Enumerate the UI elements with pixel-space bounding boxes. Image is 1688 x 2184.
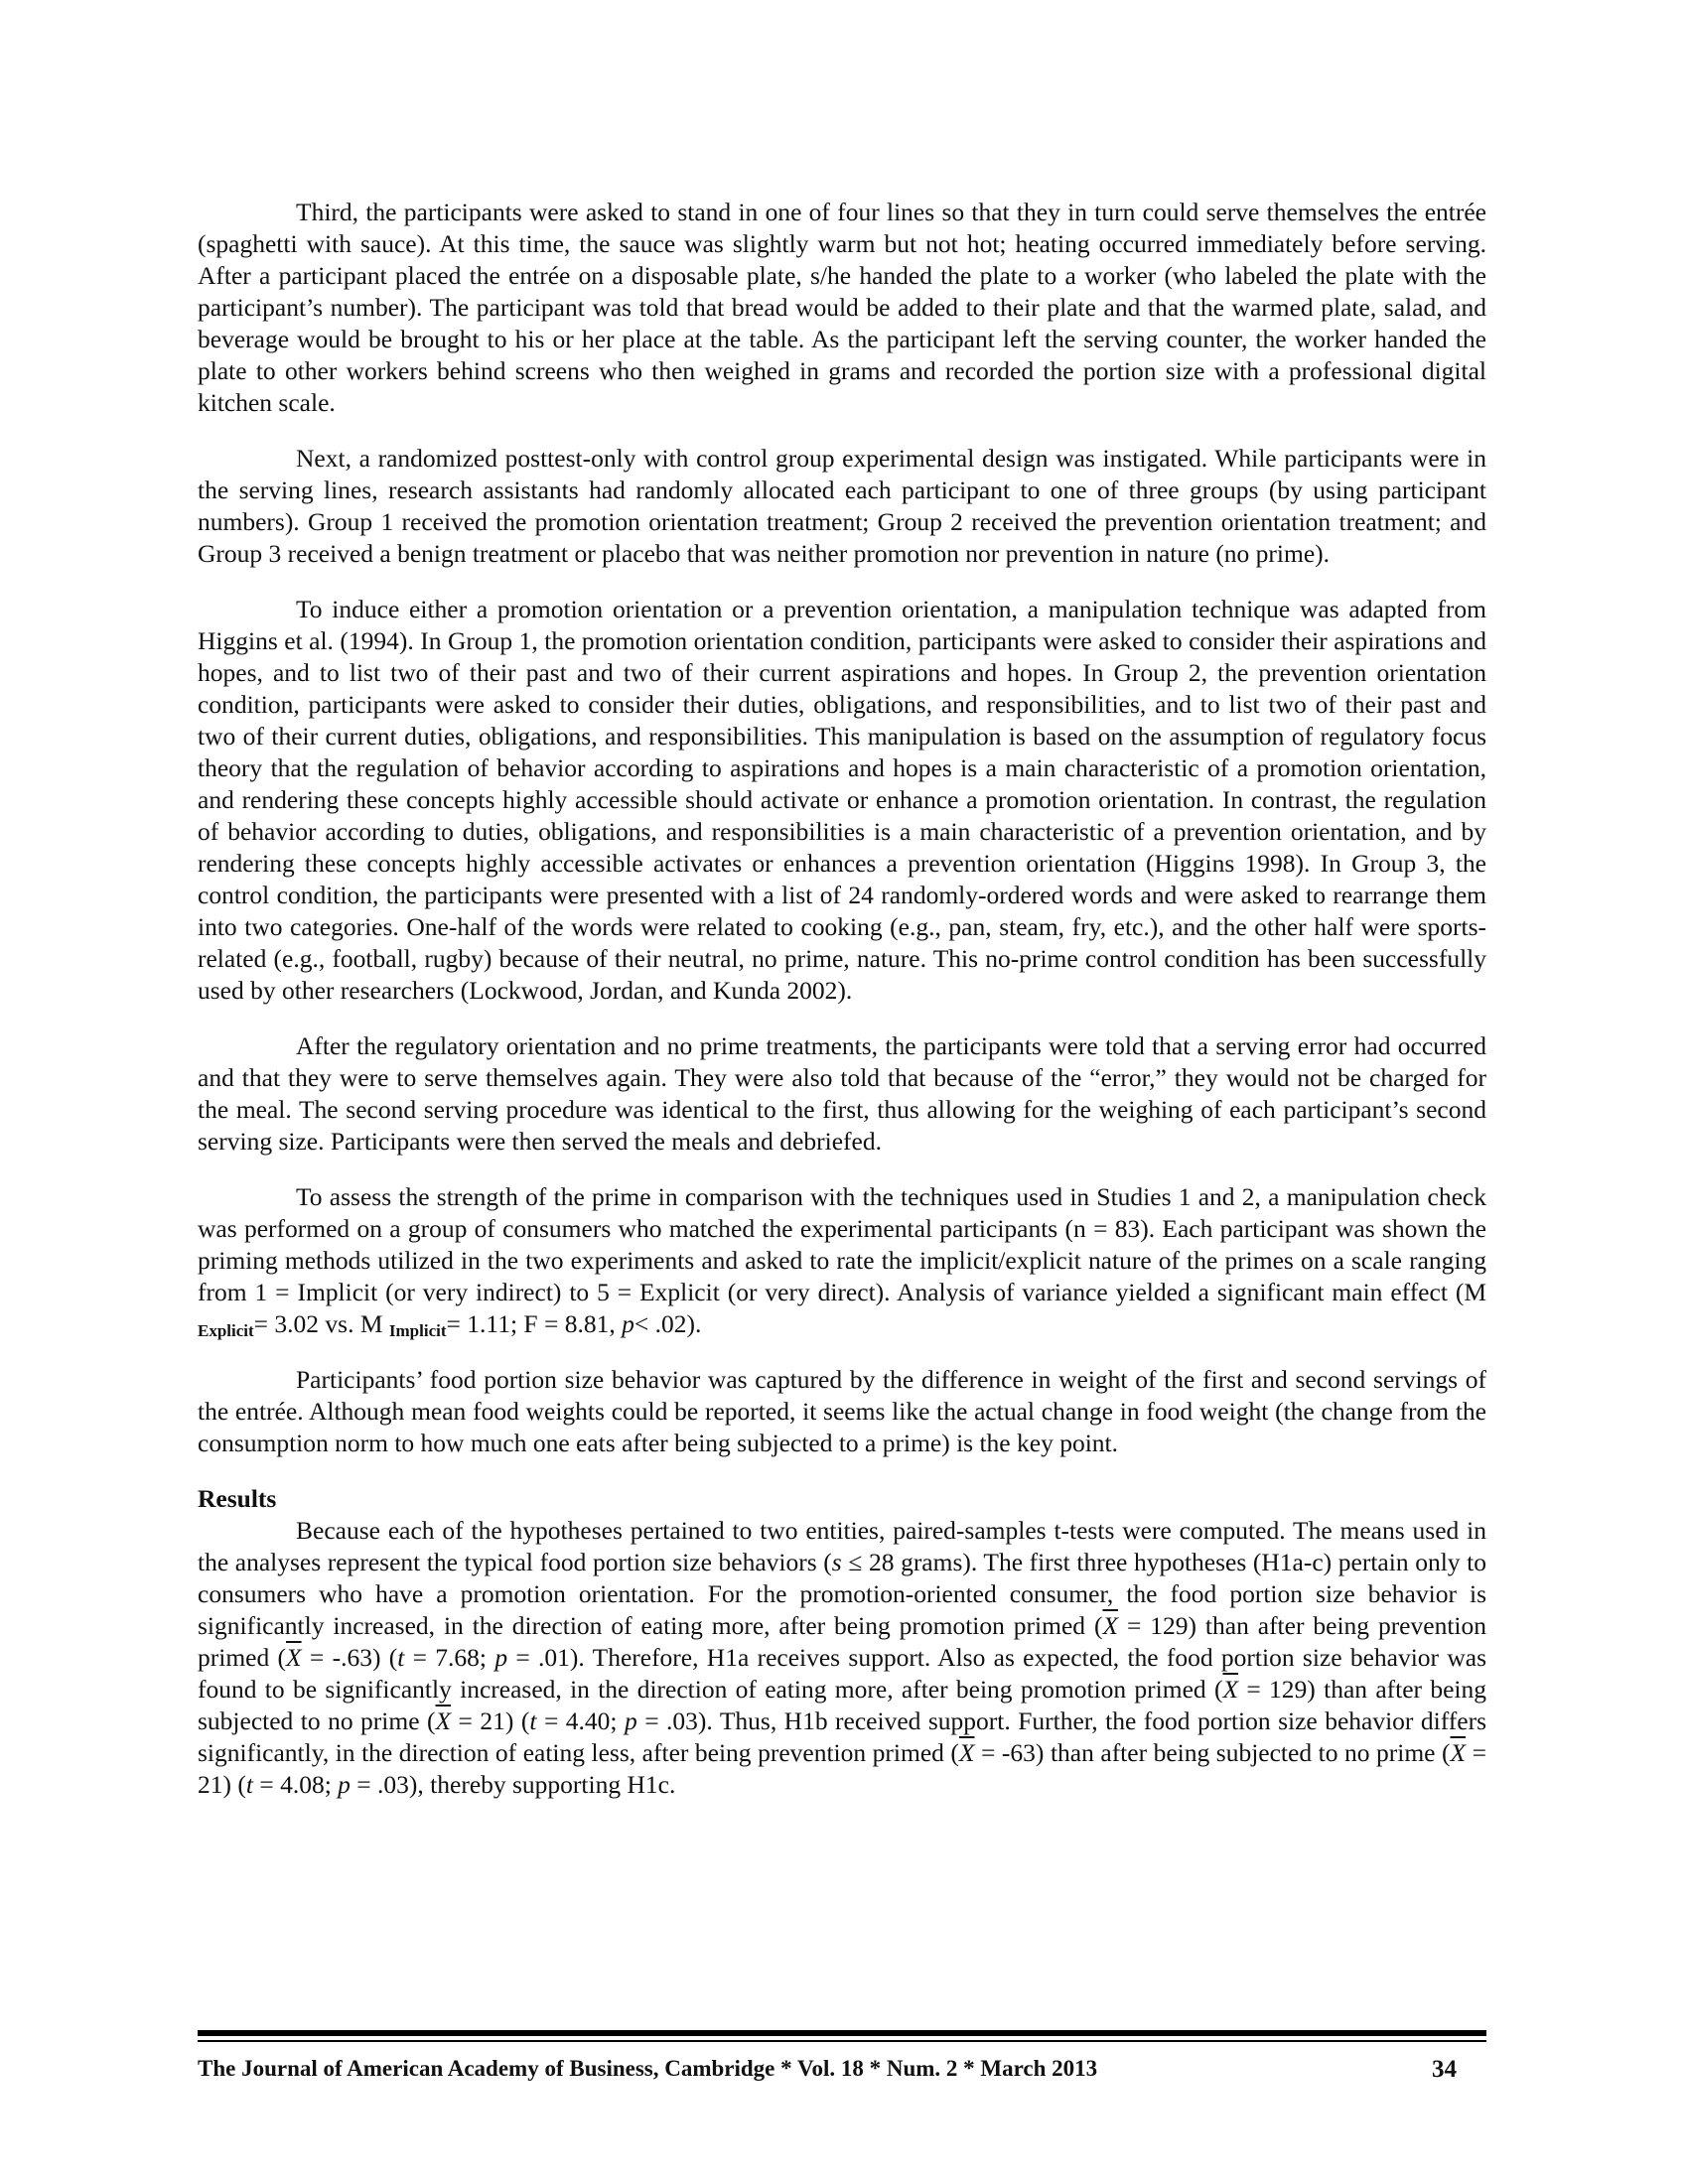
paragraph-serving: Third, the participants were asked to stand in one of four lines so that they in turn could serve themselves the entrée (spaghetti with sauce). At this time, the sauce was slightly warm but not hot; heating occurred immediately before serving. After a participant placed the entrée on a disposable plate, s/he handed the plate to a worker (who labeled the plate with the participant’s number). The participant was told that bread would be added to their plate and that the warmed plate, salad, and beverage would be brought to his or her place at the table. As the participant left the serving counter, the worker handed the plate to other workers behind screens who then weighed in grams and recorded the portion size with a professional digital kitchen scale. [198,198,1486,417]
footer-journal-citation: The Journal of American Academy of Business, Cambridge * Vol. 18 * Num. 2 * March 2013 [198,2056,1098,2081]
paragraph-second-serving: After the regulatory orientation and no prime treatments, the participants were told that a serving error had occurred and that they were to serve themselves again. They were also told that because of the “error,” they would not be charged for the meal. The second serving procedure was identical to the first, thus allowing for the weighing of each participant’s second serving size. Participants were then served the meals and debriefed. [198,1031,1486,1156]
paragraph-manipulation: To induce either a promotion orientation or a prevention orientation, a manipulation technique was adapted from Higgins et al. (1994). In Group 1, the promotion orientation condition, participants were asked to consider their aspirations and hopes, and to list two of their past and two of their current aspirations and hopes. In Group 2, the prevention orientation condition, participants were asked to consider their duties, obligations, and responsibilities, and to list two of their past and two of their current duties, obligations, and responsibilities. This manipulation is based on the assumption of regulatory focus theory that the regulation of behavior according to aspirations and hopes is a main characteristic of a promotion orientation, and rendering these concepts highly accessible should activate or enhance a promotion orientation. In contrast, the regulation of behavior according to duties, obligations, and responsibilities is a main characteristic of a prevention orientation, and by rendering these concepts highly accessible activates or enhances a prevention orientation (Higgins 1998). In Group 3, the control condition, the participants were presented with a list of 24 randomly-ordered words and were asked to rearrange them into two categories. One-half of the words were related to cooking (e.g., pan, steam, fry, etc.), and the other half were sports-related (e.g., football, rugby) because of their neutral, no prime, nature. This no-prime control condition has been successfully used by other researchers (Lockwood, Jordan, and Kunda 2002). [198,595,1486,1005]
subscript-implicit: Implicit [388,1321,447,1340]
subscript-explicit: Explicit [198,1321,254,1340]
paragraph-results: Because each of the hypotheses pertained to two entities, paired-samples t-tests were computed. The means used in the analyses represent the typical food portion size behaviors (s ≤ 28 grams). The first three hypotheses (H1a-c) pertain only to consumers who have a promotion orientation. For the promotion-oriented consumer, the food portion size behavior is significantly increased, in the direction of eating more, after being promotion primed $(\overline{X} = 129)$ than after being prevention primed $(\overline{X} = -.63) (t = 7.68$; p = .01). Therefore, H1a receives support. Also as expected, the food portion size behavior was found to be significantly increased, in the direction of eating more, after being promotion primed $(\overline{X} = 129)$ than after being subjected to no prime $(\overline{X} = 21) (t = 4.40$; p = .03). Thus, H1b received support. Further, the food portion size behavior differs significantly, in the direction of eating less, after being prevention primed $(\overline{X} = -63)$ than after being subjected to no prime $(\overline{X} = 21) (t = 4.08$; p = .03), thereby supporting H1c. [198,1516,1486,1799]
paragraph-portion-size: Participants’ food portion size behavior was captured by the difference in weight of the first and second servings of the entrée. Although mean food weights could be reported, it seems like the actual change in food weight (the change from the consumption norm to how much one eats after being subjected to a prime) is the key point. [198,1365,1486,1457]
page-number: 34 [1432,2056,1457,2083]
footer-rule-thick [198,2030,1486,2036]
page-body [198,197,1486,1825]
footer-rule-thin [198,2040,1486,2042]
paragraph-design: Next, a randomized posttest-only with control group experimental design was instigated. While participants were in the serving lines, research assistants had randomly allocated each participant to one of three groups (by using participant numbers). Group 1 received the promotion orientation treatment; Group 2 received the prevention orientation treatment; and Group 3 received a benign treatment or placebo that was neither promotion nor prevention in nature (no prime). [198,444,1486,568]
paragraph-manipulation-check: To assess the strength of the prime in comparison with the techniques used in Studies 1 and 2, a manipulation check was performed on a group of consumers who matched the experimental participants (n = 83). Each participant was shown the priming methods utilized in the two experiments and asked to rate the implicit/explicit nature of the primes on a scale ranging from 1 = Implicit (or very indirect) to 5 = Explicit (or very direct). Analysis of variance yielded a significant main effect (M $_{Explicit}$= 3.02 vs. M $_{Implicit}$= 1.11; F = 8.81, p< .02). [198,1182,1486,1340]
section-heading-results: Results [198,1484,277,1513]
